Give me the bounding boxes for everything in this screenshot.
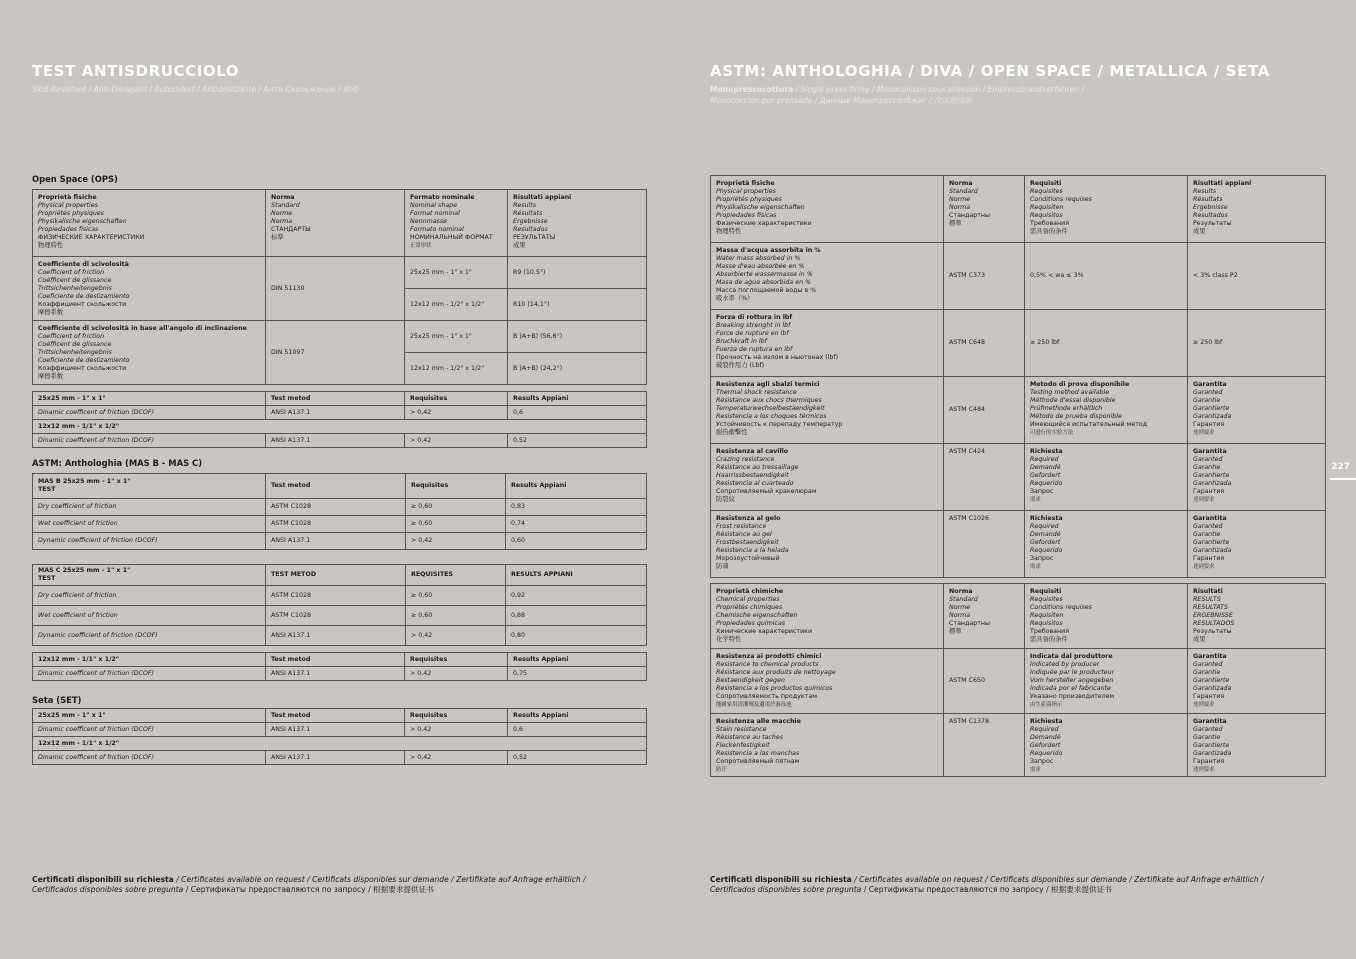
header-cell: Requisites bbox=[405, 709, 508, 723]
header-cell: Results Appiani bbox=[508, 392, 647, 406]
property-cell: Massa d'acqua assorbita in % Water mass absorbed in % Masse d'eau absorbée en % Absorbierte wassermasse in % Masa de agua absorbida en % Масса поглощаемой воды в % 吸水率（%） bbox=[711, 243, 944, 310]
norm-cell: ASTM C650 bbox=[944, 649, 1025, 714]
result-cell: 0,83 bbox=[506, 499, 647, 516]
physical-properties-table bbox=[710, 175, 1326, 578]
result-cell: 0,6 bbox=[508, 723, 647, 737]
result-cell: B (A+B) (56,6°) bbox=[508, 321, 647, 353]
header-cell: MAS C 25x25 mm - 1" x 1" TEST bbox=[33, 565, 266, 586]
test-cell: Dinamic coefficent of friction (DCOF) bbox=[33, 434, 266, 448]
format-label: 12x12 mm - 1/1" x 1/2" bbox=[33, 737, 647, 751]
property-cell: Forza di rottura in lbf Breaking strenght in lbf Force de rupture en lbf Bruchkraft in lbf Fuerza de ruptura en lbf Прочность на излом в ньютонах (lbf) 破裂作用力 (Lbf) bbox=[711, 310, 944, 377]
header-cell: 25x25 mm - 1" x 1" bbox=[33, 392, 266, 406]
result-cell: 0,74 bbox=[506, 516, 647, 533]
method-cell: ASTM C1028 bbox=[266, 586, 406, 606]
method-cell: ANSI A137.1 bbox=[266, 533, 406, 550]
requisite-cell: Richiesta Required Demandé Gefordert Requerido Запрос 需求 bbox=[1025, 714, 1188, 777]
page-subtitle: Monopressocottura / Single press-firing / Monocuisson sous pression / Einpressbrandverfahren / Monococción por prensado / Данные Монопрессообжиг / 次压烧成形 bbox=[710, 85, 1085, 105]
result-cell: 0,52 bbox=[508, 751, 647, 765]
header-cell: RESULTS APPIANI bbox=[506, 565, 647, 586]
table-row bbox=[33, 737, 647, 751]
section-title-ops: Open Space (OPS) bbox=[32, 174, 118, 184]
property-cell: Resistenza al gelo Frost resistance Résistance au gel Frostbestaendigkeit Resistencia a la helada Морозоустойчивый 防凍 bbox=[711, 511, 944, 578]
mas-b-table bbox=[32, 473, 647, 550]
result-cell: Garantita Garanted Garantie Garantierte Garantizada Гарантия 達到要求 bbox=[1188, 377, 1326, 444]
requisite-cell: Indicata dal produttore Indicated by producer Indiquée par le producteur Vom hersteller angegeben Indicada por el fabricante Указано производителем 由生產商指示 bbox=[1025, 649, 1188, 714]
table-row bbox=[33, 723, 647, 737]
table-row bbox=[33, 406, 647, 420]
chemical-properties-table bbox=[710, 583, 1326, 777]
table-header-row bbox=[33, 392, 647, 406]
method-cell: ASTM C1028 bbox=[266, 606, 406, 626]
table-row bbox=[33, 586, 647, 606]
table-header-row bbox=[33, 190, 647, 257]
result-cell: ≥ 250 lbf bbox=[1188, 310, 1326, 377]
header-cell: Test metod bbox=[266, 474, 406, 499]
result-cell: Garantita Garanted Garantie Garantierte Garantizada Гарантия 達到要求 bbox=[1188, 444, 1326, 511]
header-results: Risultati RESULTS RESULTATS ERGEBNISSE RESULTADOS Результаты 成果 bbox=[1188, 584, 1326, 649]
section-title-astm: ASTM: Anthologhia (MAS B - MAS C) bbox=[32, 458, 203, 468]
table-header-row bbox=[33, 709, 647, 723]
result-cell: 0,75 bbox=[508, 667, 647, 681]
table-header-row bbox=[33, 474, 647, 499]
requisite-cell: ≥ 250 lbf bbox=[1025, 310, 1188, 377]
table-row bbox=[33, 626, 647, 646]
section-title-seta: Seta (SET) bbox=[32, 695, 82, 705]
test-cell: Wet coefficient of friction bbox=[33, 516, 266, 533]
table-row bbox=[33, 533, 647, 550]
method-cell: ANSI A137.1 bbox=[266, 626, 406, 646]
test-cell: Dry coefficient of friction bbox=[33, 499, 266, 516]
header-cell: TEST METOD bbox=[266, 565, 406, 586]
requisite-cell: > 0,42 bbox=[406, 626, 506, 646]
table-row bbox=[33, 751, 647, 765]
test-cell: Dynamic coefficient of friction (DCOF) bbox=[33, 626, 266, 646]
property-cell: Coefficiente di scivolosità in base all'angolo di inclinazione Coefficient of friction Coéfficent de glissance Trittsichenheitengebnis Coeficiente de deslizamiento Коэффициент скольжости 摩擦系数 bbox=[33, 321, 266, 385]
requisite-cell: > 0,42 bbox=[405, 406, 508, 420]
norm-cell: ASTM C1378 bbox=[944, 714, 1025, 777]
test-cell: Dinamic coefficent of friction (DCOF) bbox=[33, 406, 266, 420]
page-title: ASTM: ANTHOLOGHIA / DIVA / OPEN SPACE / METALLICA / SETA bbox=[710, 62, 1270, 80]
format-cell: 25x25 mm - 1" x 1" bbox=[405, 321, 508, 353]
header-properties: Proprietà fisiche Physical properties Propriétés physiques Physikalische eigenschaften Propiedades físicas Физические характеристики 物理特性 bbox=[711, 176, 944, 243]
requisite-cell: ≥ 0,60 bbox=[406, 516, 506, 533]
result-cell: Garantita Garanted Garantie Garantierte Garantizada Гарантия 達到要求 bbox=[1188, 649, 1326, 714]
format-label: 12x12 mm - 1/1" x 1/2" bbox=[33, 420, 647, 434]
requisite-cell: > 0,42 bbox=[405, 751, 508, 765]
property-cell: Resistenza alle macchie Stain resistance Résistance au taches Fleckenfestigkeit Resistencia a las manchas Сопротивляемый пятнам 防汙 bbox=[711, 714, 944, 777]
header-cell: Results Appiani bbox=[508, 653, 647, 667]
header-properties: Proprietà fisiche Physical properties Propriétés physiques Physikalische eigenschaften Propiedades físicas ФИЗИЧЕСКИЕ ХАРАКТЕРИСТИКИ 物理特性 bbox=[33, 190, 266, 257]
seta-table bbox=[32, 708, 647, 765]
method-cell: ANSI A137.1 bbox=[266, 434, 405, 448]
header-cell: Requisites bbox=[405, 653, 508, 667]
result-cell: 0,88 bbox=[506, 606, 647, 626]
test-cell: Dinamic coefficent of friction (DCOF) bbox=[33, 751, 266, 765]
page-subtitle: Skid-Resistant / Anti-Dérapant / Rutschfest / Antideslizante / Анти-Скольжение / 防滑 bbox=[32, 85, 359, 94]
header-cell: Test metod bbox=[266, 709, 405, 723]
norm-cell: ASTM C373 bbox=[944, 243, 1025, 310]
result-cell: R9 (10,5°) bbox=[508, 257, 647, 289]
header-cell: REQUISITES bbox=[406, 565, 506, 586]
mas-c-table bbox=[32, 564, 647, 646]
table-header-row bbox=[711, 584, 1326, 649]
header-cell: 12x12 mm - 1/1" x 1/2" bbox=[33, 653, 266, 667]
header-properties: Proprietà chimiche Chemical properties Propriétés chimiques Chemische eigenschaften Propiedades químicas Химические характеристики 化学特性 bbox=[711, 584, 944, 649]
table-row bbox=[711, 310, 1326, 377]
test-cell: Dry coefficient of friction bbox=[33, 586, 266, 606]
header-cell: Results Appiani bbox=[508, 709, 647, 723]
header-requisites: Requisiti Requisites Conditions requises Requisiten Requisitos Требования 需具备的条件 bbox=[1025, 176, 1188, 243]
header-norm: Norma Standard Norme Norma СТАНДАРТЫ 标準 bbox=[266, 190, 405, 257]
header-norm: Norma Standard Norme Norma Стандартны 標準 bbox=[944, 176, 1025, 243]
certificates-footer: Certificati disponibili su richiesta / Certificates available on request / Certificats disponibles sur demande / Zertifikate auf Anfrage erhältlich / Certificados disponibles sobre pregunta / Сертификаты предоставляются по запросу / 根据要求提供证书 bbox=[710, 875, 1264, 894]
table-row bbox=[33, 667, 647, 681]
header-cell: Results Appiani bbox=[506, 474, 647, 499]
result-cell: Garantita Garanted Garantie Garantierte Garantizada Гарантия 達到要求 bbox=[1188, 511, 1326, 578]
norm-cell: ASTM C424 bbox=[944, 444, 1025, 511]
norm-cell: ASTM C648 bbox=[944, 310, 1025, 377]
table-row bbox=[711, 444, 1326, 511]
requisite-cell: 0,5% < wa ≤ 3% bbox=[1025, 243, 1188, 310]
header-cell: Test metod bbox=[266, 653, 405, 667]
property-cell: Resistenza al cavillo Crazing resistance Résistance au tressaillage Haarrissbestaendigkeit Resistencia al cuarteado Сопротивляемый кракелюрам 防裂紋 bbox=[711, 444, 944, 511]
method-cell: ANSI A137.1 bbox=[266, 667, 405, 681]
header-cell: 25x25 mm - 1" x 1" bbox=[33, 709, 266, 723]
requisite-cell: > 0,42 bbox=[405, 434, 508, 448]
norm-cell: ASTM C1026 bbox=[944, 511, 1025, 578]
table-row bbox=[711, 377, 1326, 444]
property-cell: Resistenza agli sbalzi termici Thermal shock resistance Résistance aux chocs thermiques Temperaturwechselbestaendigkeit Resistencia a los choques térmicos Устойчивость к перепаду температур 耐热衝擊性 bbox=[711, 377, 944, 444]
page-number: 227 bbox=[1331, 462, 1350, 472]
header-cell: MAS B 25x25 mm - 1" x 1" TEST bbox=[33, 474, 266, 499]
requisite-cell: > 0,42 bbox=[406, 533, 506, 550]
requisite-cell: Metodo di prova disponibile Testing method available Méthode d'essai disponible Prüfmethode erhältlich Método de prueba disponible Имеющийся испытательный метод 可进行的实验方法 bbox=[1025, 377, 1188, 444]
test-cell: Dinamic coefficent of friction (DCOF) bbox=[33, 723, 266, 737]
table-row bbox=[33, 420, 647, 434]
table-row bbox=[711, 649, 1326, 714]
method-cell: ASTM C1028 bbox=[266, 499, 406, 516]
right-page bbox=[678, 0, 1356, 959]
ops-dcof-table bbox=[32, 391, 647, 448]
method-cell: ANSI A137.1 bbox=[266, 723, 405, 737]
format-cell: 25x25 mm - 1" x 1" bbox=[405, 257, 508, 289]
format-cell: 12x12 mm - 1/2" x 1/2" bbox=[405, 289, 508, 321]
certificates-footer: Certificati disponibili su richiesta / Certificates available on request / Certificats disponibles sur demande / Zertifikate auf Anfrage erhältlich / Certificados disponibles sobre pregunta / Сертификаты предоставляются по запросу / 根据要求提供证书 bbox=[32, 875, 586, 894]
table-row bbox=[711, 511, 1326, 578]
requisite-cell: ≥ 0,60 bbox=[406, 499, 506, 516]
requisite-cell: > 0,42 bbox=[405, 723, 508, 737]
result-cell: 0,6 bbox=[508, 406, 647, 420]
requisite-cell: Richiesta Required Demandé Gefordert Requerido Запрос 需求 bbox=[1025, 511, 1188, 578]
header-format: Formato nominale Nominal shape Format nominal Nennmasse Formato nominal НОМИНАЛЬНЫЙ ФОРМАТ 正常形状 bbox=[405, 190, 508, 257]
header-cell: Requisites bbox=[406, 474, 506, 499]
test-cell: Dynamic coefficient of friction (DCOF) bbox=[33, 533, 266, 550]
header-results: Risultati appiani Results Résultats Ergebnisse Resultados РЕЗУЛЬТАТЫ 成果 bbox=[508, 190, 647, 257]
header-cell: Requisites bbox=[405, 392, 508, 406]
table-row bbox=[33, 257, 647, 289]
table-row bbox=[711, 243, 1326, 310]
page-number-bar bbox=[1330, 478, 1356, 480]
requisite-cell: ≥ 0,60 bbox=[406, 586, 506, 606]
page-title: TEST ANTISDRUCCIOLO bbox=[32, 62, 240, 80]
table-row bbox=[33, 516, 647, 533]
table-row bbox=[711, 714, 1326, 777]
twelve-mm-table bbox=[32, 652, 647, 681]
table-row bbox=[33, 434, 647, 448]
result-cell: B (A+B) (24,2°) bbox=[508, 353, 647, 385]
test-cell: Dinamic coefficent of friction (DCOF) bbox=[33, 667, 266, 681]
table-header-row bbox=[33, 565, 647, 586]
table-row bbox=[33, 321, 647, 353]
norm-cell: ASTM C484 bbox=[944, 377, 1025, 444]
result-cell: 0,60 bbox=[506, 533, 647, 550]
table-header-row bbox=[711, 176, 1326, 243]
table-row bbox=[33, 606, 647, 626]
table-header-row bbox=[33, 653, 647, 667]
ops-properties-table bbox=[32, 189, 647, 385]
test-cell: Wet coefficient of friction bbox=[33, 606, 266, 626]
table-row bbox=[33, 499, 647, 516]
norm-cell: DIN 51097 bbox=[266, 321, 405, 385]
result-cell: R10 (14,1°) bbox=[508, 289, 647, 321]
requisite-cell: > 0,42 bbox=[405, 667, 508, 681]
result-cell: 0,80 bbox=[506, 626, 647, 646]
requisite-cell: ≥ 0,60 bbox=[406, 606, 506, 626]
result-cell: 0,52 bbox=[508, 434, 647, 448]
result-cell: < 3% class P2 bbox=[1188, 243, 1326, 310]
header-cell: Test metod bbox=[266, 392, 405, 406]
result-cell: Garantita Garanted Garantie Garantierte Garantizada Гарантия 達到要求 bbox=[1188, 714, 1326, 777]
method-cell: ASTM C1028 bbox=[266, 516, 406, 533]
method-cell: ANSI A137.1 bbox=[266, 406, 405, 420]
norm-cell: DIN 51130 bbox=[266, 257, 405, 321]
requisite-cell: Richiesta Required Demandé Gefordert Requerido Запрос 需求 bbox=[1025, 444, 1188, 511]
header-results: Risultati appiani Results Résultats Ergebnisse Resultados Результаты 成果 bbox=[1188, 176, 1326, 243]
method-cell: ANSI A137.1 bbox=[266, 751, 405, 765]
header-requisites: Requisiti Requisites Conditions requises Requisiten Requisitos Требования 需具备的条件 bbox=[1025, 584, 1188, 649]
property-cell: Resistenza ai prodotti chimici Resistance to chemical products Résistance aux produits de nettoyage Bestaendigkeit gegen Resistencia a los productos químicos Сопротивляемость продуктам 能耐家用清潔劑及適用於游泳池 bbox=[711, 649, 944, 714]
header-norm: Norma Standard Norme Norma Стандартны 標準 bbox=[944, 584, 1025, 649]
format-cell: 12x12 mm - 1/2" x 1/2" bbox=[405, 353, 508, 385]
property-cell: Coefficiente di scivolosità Coefficient of friction Coéfficent de glissance Trittsichenheitengebnis Coeficiente de deslizamiento Коэффициент скольжости 摩擦系数 bbox=[33, 257, 266, 321]
result-cell: 0,92 bbox=[506, 586, 647, 606]
